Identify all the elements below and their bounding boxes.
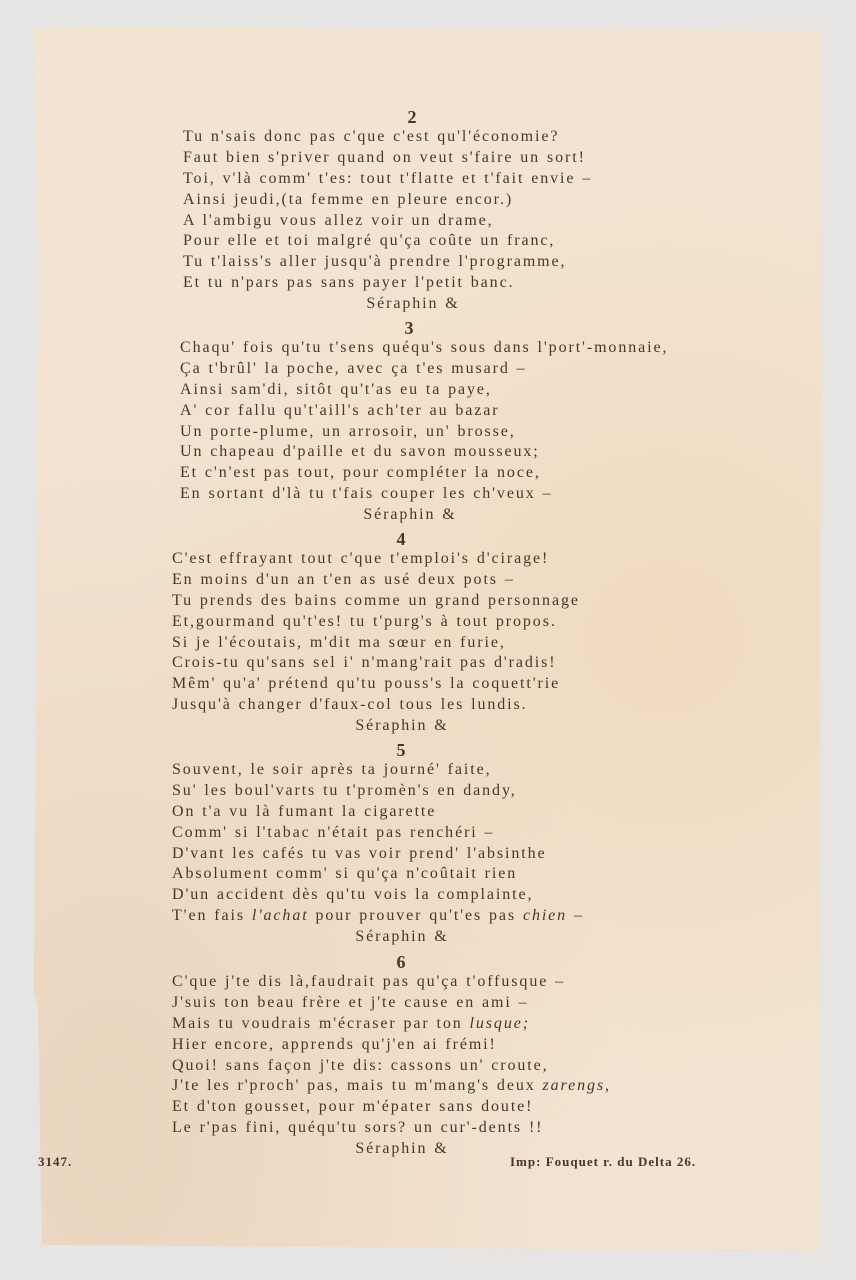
italic-word: chien [522, 907, 568, 925]
italic-word: lusque; [469, 1014, 530, 1032]
verse-line: A l'ambigu vous allez voir un drame, [183, 211, 494, 229]
verse-line: Ainsi sam'di, sitôt qu't'as eu ta paye, [180, 380, 492, 398]
verse-line [172, 1014, 632, 1035]
verse-line [172, 1076, 632, 1097]
stanza [183, 107, 643, 315]
stanza [172, 952, 632, 1160]
stanza-number: 6 [396, 952, 408, 972]
verse-line: En sortant d'là tu t'fais couper les ch'veux – [180, 485, 553, 503]
verse-line: Si je l'écoutais, m'dit ma sœur en furie, [172, 633, 506, 651]
verse-segment: J'te les r'proch' pas, mais tu m'mang's deux [172, 1077, 543, 1095]
stanza-number: 2 [407, 107, 419, 127]
refrain: Séraphin & [355, 717, 449, 735]
verse-line: Et tu n'pars pas sans payer l'petit banc. [183, 274, 515, 292]
stanza [172, 529, 632, 737]
verse-line: Crois-tu qu'sans sel i' n'mang'rait pas d'radis! [172, 654, 557, 672]
verse-segment: T'en fais [172, 907, 252, 925]
verse-line: Un chapeau d'paille et du savon mousseux; [180, 443, 540, 461]
verse-line: Tu t'laiss's aller jusqu'à prendre l'programme, [183, 253, 567, 271]
verse-line: Ainsi jeudi,(ta femme en pleure encor.) [183, 190, 514, 208]
verse-line: Faut bien s'priver quand on veut s'faire un sort! [183, 148, 586, 166]
italic-word: l'achat [251, 907, 309, 925]
refrain: Séraphin & [355, 928, 449, 946]
printer-imprint: Imp: Fouquet r. du Delta 26. [510, 1154, 697, 1169]
verse-line: Et,gourmand qu't'es! tu t'purg's à tout propos. [172, 612, 557, 630]
refrain: Séraphin & [355, 1140, 449, 1158]
verse-line: En moins d'un an t'en as usé deux pots – [172, 570, 515, 588]
verse-segment: Mais tu voudrais m'écraser par ton [172, 1014, 470, 1032]
verse-line: Souvent, le soir après ta journé' faite, [172, 761, 492, 778]
verse-line: Le r'pas fini, quéqu'tu sors? un cur'-dents !! [172, 1119, 544, 1137]
verse-line: Jusqu'à changer d'faux-col tous les lundis. [172, 696, 528, 714]
verse-segment: pour prouver qu't'es pas [308, 907, 523, 925]
verse-line: Chaqu' fois qu'tu t'sens quéqu's sous dans l'port'-monnaie, [180, 339, 669, 356]
verse-line: On t'a vu là fumant la cigarette [172, 802, 437, 820]
verse-line: J'suis ton beau frère et j'te cause en ami – [172, 993, 529, 1011]
verse-line: A' cor fallu qu't'aill's ach'ter au bazar [180, 401, 500, 419]
verse-line: Quoi! sans façon j'te dis: cassons un' croute, [172, 1056, 549, 1074]
verse-line: C'que j'te dis là,faudrait pas qu'ça t'offusque – [172, 973, 566, 990]
verse-line: Toi, v'là comm' t'es: tout t'flatte et t'fait envie – [183, 169, 593, 187]
verse-line: Mêm' qu'a' prétend qu'tu pouss's la coquett'rie [172, 675, 561, 693]
stanza-number: 5 [396, 740, 408, 760]
verse-line: Comm' si l'tabac n'était pas renchéri – [172, 823, 495, 841]
verse-segment: – [567, 907, 584, 925]
verse-line: Et d'ton gousset, pour m'épater sans doute! [172, 1098, 534, 1116]
refrain: Séraphin & [363, 506, 457, 524]
verse-line: Un porte-plume, un arrosoir, un' brosse, [180, 422, 516, 440]
stanza [180, 318, 669, 526]
stanza-number: 3 [404, 318, 416, 338]
verse-segment: , [605, 1077, 611, 1095]
verse-line: Hier encore, apprends qu'j'en ai frémi! [172, 1035, 497, 1053]
verse-line: D'un accident dès qu'tu vois la complainte, [172, 886, 534, 904]
catalog-number: 3147. [38, 1154, 73, 1169]
verse-line: Ça t'brûl' la poche, avec ça t'es musard – [180, 359, 527, 377]
verse-line: Su' les boul'varts tu t'promèn's en dandy, [172, 781, 517, 799]
verse-line [172, 906, 632, 927]
verse-line: Pour elle et toi malgré qu'ça coûte un franc, [183, 232, 556, 250]
stanza [172, 740, 632, 948]
italic-word: zarengs [542, 1077, 606, 1095]
verse-line: C'est effrayant tout c'que t'emploi's d'cirage! [172, 550, 550, 567]
verse-line: Et c'n'est pas tout, pour compléter la noce, [180, 464, 541, 482]
stanza-number: 4 [396, 529, 408, 549]
verse-line: Absolument comm' si qu'ça n'coûtait rien [172, 865, 518, 883]
verse-line: D'vant les cafés tu vas voir prend' l'absinthe [172, 844, 547, 862]
verse-line: Tu n'sais donc pas c'que c'est qu'l'économie? [183, 128, 560, 145]
refrain: Séraphin & [366, 295, 460, 313]
verse-line: Tu prends des bains comme un grand personnage [172, 591, 580, 609]
